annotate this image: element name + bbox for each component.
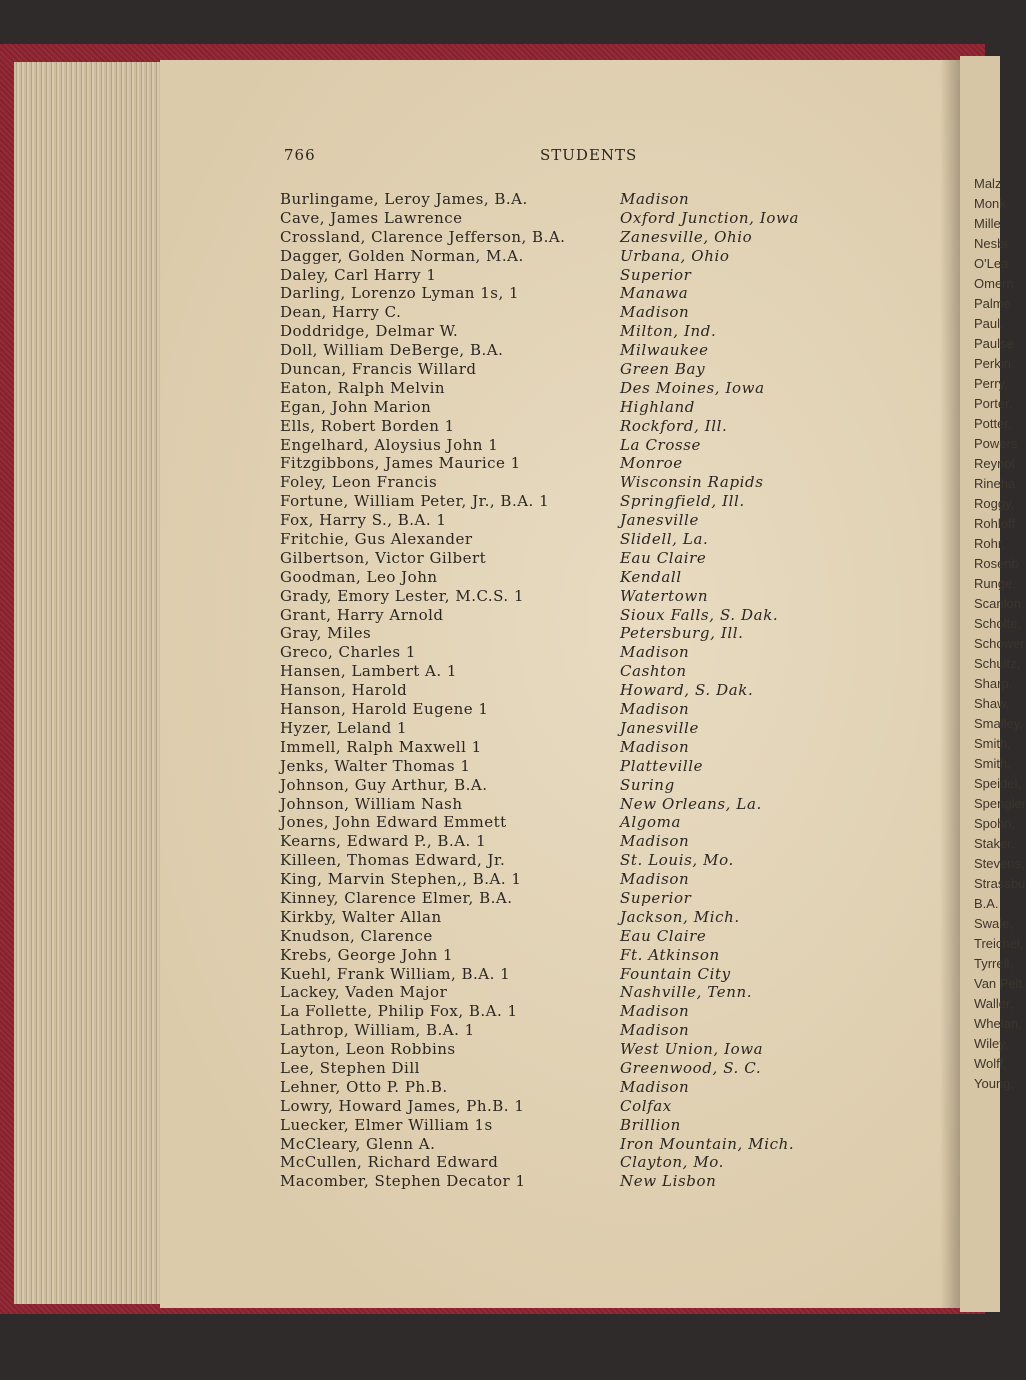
list-item: [280, 908, 860, 927]
facing-page-text: Rohr,: [974, 536, 1006, 551]
student-hometown: Wisconsin Rapids: [620, 473, 764, 492]
student-name: Doll, William DeBerge, B.A.: [280, 341, 504, 360]
list-item: [280, 624, 860, 643]
student-name: Foley, Leon Francis: [280, 473, 438, 492]
facing-page-text: Powers: [974, 436, 1018, 451]
list-item: [280, 946, 860, 965]
student-name: La Follette, Philip Fox, B.A. 1: [280, 1002, 518, 1021]
facing-page-text: Wiley,: [974, 1036, 1009, 1051]
list-item: [280, 700, 860, 719]
student-name: Hyzer, Leland 1: [280, 718, 408, 737]
list-item: [280, 322, 860, 341]
student-hometown: St. Louis, Mo.: [620, 851, 734, 870]
student-name: Lee, Stephen Dill: [280, 1058, 420, 1077]
student-name: Lowry, Howard James, Ph.B. 1: [280, 1096, 525, 1115]
student-name: Grady, Emory Lester, M.C.S. 1: [280, 586, 524, 605]
student-hometown: Manawa: [620, 284, 689, 303]
facing-page-text: Strassbu: [974, 876, 1026, 891]
list-item: [280, 473, 860, 492]
list-item: [280, 398, 860, 417]
list-item: [280, 454, 860, 473]
student-hometown: Brillion: [620, 1115, 681, 1134]
student-name: Kearns, Edward P., B.A. 1: [280, 832, 487, 851]
student-hometown: Madison: [620, 303, 690, 322]
student-hometown: Madison: [620, 190, 690, 208]
list-item: [280, 643, 860, 662]
student-hometown: Green Bay: [620, 360, 706, 379]
facing-page-text: Sharp,: [974, 676, 1013, 691]
student-name: Gray, Miles: [280, 624, 372, 643]
student-name: Kinney, Clarence Elmer, B.A.: [280, 888, 513, 907]
facing-page-text: Malz: [974, 176, 1002, 191]
list-item: [280, 965, 860, 984]
list-item: [280, 568, 860, 587]
student-name: Ells, Robert Borden 1: [280, 416, 455, 435]
list-item: [280, 795, 860, 814]
student-hometown: New Lisbon: [620, 1172, 717, 1191]
facing-page-text: Van Pelt,: [974, 976, 1026, 991]
student-name: Daley, Carl Harry 1: [280, 265, 437, 284]
student-name: Eaton, Ralph Melvin: [280, 378, 446, 397]
student-name: Kuehl, Frank William, B.A. 1: [280, 964, 511, 983]
list-item: [280, 1097, 860, 1116]
student-hometown: La Crosse: [620, 435, 702, 454]
facing-page-text: Rosenb: [974, 556, 1019, 571]
list-item: [280, 776, 860, 795]
student-hometown: Milton, Ind.: [620, 322, 717, 341]
student-hometown: Janesville: [620, 718, 699, 737]
student-name: Grant, Harry Arnold: [280, 605, 444, 624]
student-hometown: Iron Mountain, Mich.: [620, 1134, 795, 1153]
student-hometown: Clayton, Mo.: [620, 1153, 725, 1172]
student-hometown: Fountain City: [620, 964, 731, 983]
student-name: Fortune, William Peter, Jr., B.A. 1: [280, 492, 550, 511]
student-name: McCullen, Richard Edward: [280, 1153, 499, 1172]
student-name: Fox, Harry S., B.A. 1: [280, 511, 447, 530]
student-name: Johnson, William Nash: [280, 794, 463, 813]
student-hometown: Madison: [620, 1002, 690, 1021]
student-hometown: Howard, S. Dak.: [620, 681, 754, 700]
student-name: Dagger, Golden Norman, M.A.: [280, 246, 524, 265]
student-hometown: Slidell, La.: [620, 530, 709, 549]
student-name: Hansen, Lambert A. 1: [280, 662, 457, 681]
facing-page-text: Spengler: [974, 796, 1026, 811]
facing-page-text: Rohloff: [974, 516, 1015, 531]
student-name: Jenks, Walter Thomas 1: [280, 756, 471, 775]
list-item: [280, 417, 860, 436]
student-name: Luecker, Elmer William 1s: [280, 1115, 493, 1134]
list-item: [280, 851, 860, 870]
facing-page-text: Roggy,: [974, 496, 1015, 511]
list-item: [280, 738, 860, 757]
page-number: 766: [284, 146, 316, 164]
student-hometown: Madison: [620, 1077, 690, 1096]
list-item: [280, 606, 860, 625]
facing-page-text: Treichel,: [974, 936, 1024, 951]
student-name: Fitzgibbons, James Maurice 1: [280, 454, 521, 473]
student-hometown: Cashton: [620, 662, 687, 681]
list-item: [280, 1040, 860, 1059]
facing-page-text: Paulse: [974, 336, 1014, 351]
facing-page-text: O'Lea: [974, 256, 1009, 271]
facing-page-text: Monk: [974, 196, 1006, 211]
facing-page-text: Wolff,: [974, 1056, 1007, 1071]
student-name: Doddridge, Delmar W.: [280, 322, 459, 341]
student-name: Goodman, Leo John: [280, 567, 438, 586]
list-item: [280, 719, 860, 738]
student-name: Darling, Lorenzo Lyman 1s, 1: [280, 284, 520, 303]
facing-page-text: Nesbi: [974, 236, 1008, 251]
list-item: [280, 1002, 860, 1021]
student-name: McCleary, Glenn A.: [280, 1134, 436, 1153]
student-name: Engelhard, Aloysius John 1: [280, 435, 499, 454]
student-hometown: Madison: [620, 870, 690, 889]
student-hometown: Des Moines, Iowa: [620, 378, 765, 397]
facing-page-text: Spohn,: [974, 816, 1016, 831]
student-name: Jones, John Edward Emmett: [280, 813, 507, 832]
list-item: [280, 492, 860, 511]
student-hometown: Madison: [620, 643, 690, 662]
student-name: Immell, Ralph Maxwell 1: [280, 737, 482, 756]
student-hometown: Algoma: [620, 813, 682, 832]
facing-page-text: Paul,: [974, 316, 1004, 331]
list-item: [280, 927, 860, 946]
student-name: Knudson, Clarence: [280, 926, 433, 945]
list-item: [280, 813, 860, 832]
list-item: [280, 379, 860, 398]
student-hometown: Kendall: [620, 567, 682, 586]
facing-page-text: Shaw,: [974, 696, 1010, 711]
student-name: Egan, John Marion: [280, 397, 432, 416]
student-hometown: Janesville: [620, 511, 699, 530]
list-item: [280, 511, 860, 530]
facing-page-text: Omern: [974, 276, 1014, 291]
student-name: Cave, James Lawrence: [280, 208, 463, 227]
facing-page-text: Reynol: [974, 456, 1015, 471]
list-item: [280, 983, 860, 1002]
list-item: [280, 870, 860, 889]
student-hometown: Madison: [620, 737, 690, 756]
facing-page-text: Smalley,: [974, 716, 1023, 731]
list-item: [280, 1059, 860, 1078]
facing-page-text: Scanlon: [974, 596, 1021, 611]
list-item: [280, 1135, 860, 1154]
student-name: Lackey, Vaden Major: [280, 983, 448, 1002]
list-item: [280, 341, 860, 360]
list-item: [280, 1116, 860, 1135]
student-hometown: Watertown: [620, 586, 709, 605]
facing-page-text: Porter,: [974, 396, 1013, 411]
student-hometown: Nashville, Tenn.: [620, 983, 753, 1002]
student-hometown: New Orleans, La.: [620, 794, 762, 813]
list-item: [280, 832, 860, 851]
facing-page-text: Young,: [974, 1076, 1015, 1091]
student-list: [280, 190, 860, 1191]
list-item: [280, 587, 860, 606]
facing-page-text: B.A.: [974, 896, 999, 911]
list-item: [280, 681, 860, 700]
student-hometown: Eau Claire: [620, 548, 707, 567]
facing-page-text: Speidel,: [974, 776, 1021, 791]
student-name: Kirkby, Walter Allan: [280, 907, 442, 926]
facing-page-text: Smith,: [974, 756, 1011, 771]
list-item: [280, 303, 860, 322]
list-item: [280, 1172, 860, 1191]
student-hometown: Platteville: [620, 756, 704, 775]
student-hometown: Ft. Atkinson: [620, 945, 720, 964]
list-item: [280, 1078, 860, 1097]
student-name: Hanson, Harold Eugene 1: [280, 700, 489, 719]
page-title: STUDENTS: [540, 146, 638, 164]
list-item: [280, 436, 860, 455]
facing-page-text: Smith,: [974, 736, 1011, 751]
facing-page-text: Stevens,: [974, 856, 1025, 871]
list-item: [280, 549, 860, 568]
list-item: [280, 209, 860, 228]
student-hometown: West Union, Iowa: [620, 1040, 764, 1059]
page-header: [284, 146, 664, 170]
student-hometown: Superior: [620, 888, 692, 907]
list-item: [280, 190, 860, 209]
facing-page-fragment: [960, 56, 1026, 1312]
facing-page-text: Potter,: [974, 416, 1012, 431]
list-item: [280, 247, 860, 266]
student-name: Crossland, Clarence Jefferson, B.A.: [280, 227, 566, 246]
facing-page-text: Waller,: [974, 996, 1014, 1011]
student-hometown: Madison: [620, 700, 690, 719]
facing-page-text: Whelan,: [974, 1016, 1022, 1031]
student-hometown: Milwaukee: [620, 341, 709, 360]
list-item: [280, 889, 860, 908]
facing-page-text: Perkin: [974, 356, 1011, 371]
list-item: [280, 757, 860, 776]
student-name: Dean, Harry C.: [280, 303, 402, 322]
facing-page-text: Mille: [974, 216, 1001, 231]
student-hometown: Rockford, Ill.: [620, 416, 728, 435]
list-item: [280, 266, 860, 285]
list-item: [280, 1153, 860, 1172]
facing-page-text: Palme: [974, 296, 1011, 311]
list-item: [280, 530, 860, 549]
facing-page-text: Scholte,: [974, 616, 1021, 631]
student-name: Greco, Charles 1: [280, 643, 416, 662]
list-item: [280, 228, 860, 247]
facing-page-text: Rineha: [974, 476, 1016, 491]
facing-page-text: Schultz,: [974, 656, 1021, 671]
student-name: Lehner, Otto P. Ph.B.: [280, 1077, 448, 1096]
student-name: Lathrop, William, B.A. 1: [280, 1021, 475, 1040]
student-hometown: Madison: [620, 1021, 690, 1040]
facing-page-text: Swale,: [974, 916, 1014, 931]
student-hometown: Oxford Junction, Iowa: [620, 208, 800, 227]
student-hometown: Springfield, Ill.: [620, 492, 745, 511]
student-hometown: Urbana, Ohio: [620, 246, 730, 265]
student-name: Killeen, Thomas Edward, Jr.: [280, 851, 506, 870]
student-hometown: Zanesville, Ohio: [620, 227, 753, 246]
student-hometown: Monroe: [620, 454, 683, 473]
student-hometown: Superior: [620, 265, 692, 284]
student-name: Macomber, Stephen Decator 1: [280, 1172, 526, 1191]
list-item: [280, 662, 860, 681]
page-edges: [14, 62, 164, 1304]
facing-page-text: Perry,: [974, 376, 1008, 391]
student-name: Burlingame, Leroy James, B.A.: [280, 190, 528, 208]
facing-page-text: Tyrrell,: [974, 956, 1013, 971]
page-gutter: [940, 60, 962, 1308]
student-hometown: Eau Claire: [620, 926, 707, 945]
student-hometown: Colfax: [620, 1096, 672, 1115]
student-name: Fritchie, Gus Alexander: [280, 530, 473, 549]
list-item: [280, 1021, 860, 1040]
student-hometown: Sioux Falls, S. Dak.: [620, 605, 779, 624]
facing-page-text: Schower: [974, 636, 1025, 651]
facing-page-text: Runge,: [974, 576, 1016, 591]
student-hometown: Jackson, Mich.: [620, 907, 740, 926]
student-hometown: Greenwood, S. C.: [620, 1058, 762, 1077]
list-item: [280, 284, 860, 303]
student-hometown: Petersburg, Ill.: [620, 624, 744, 643]
student-name: Krebs, George John 1: [280, 945, 454, 964]
student-name: Gilbertson, Victor Gilbert: [280, 548, 487, 567]
list-item: [280, 360, 860, 379]
student-name: King, Marvin Stephen,, B.A. 1: [280, 870, 522, 889]
student-hometown: Highland: [620, 397, 695, 416]
student-hometown: Madison: [620, 832, 690, 851]
student-name: Johnson, Guy Arthur, B.A.: [280, 775, 488, 794]
facing-page-text: Staker,: [974, 836, 1015, 851]
student-name: Duncan, Francis Willard: [280, 360, 477, 379]
student-name: Hanson, Harold: [280, 681, 408, 700]
student-name: Layton, Leon Robbins: [280, 1040, 456, 1059]
student-hometown: Suring: [620, 775, 675, 794]
